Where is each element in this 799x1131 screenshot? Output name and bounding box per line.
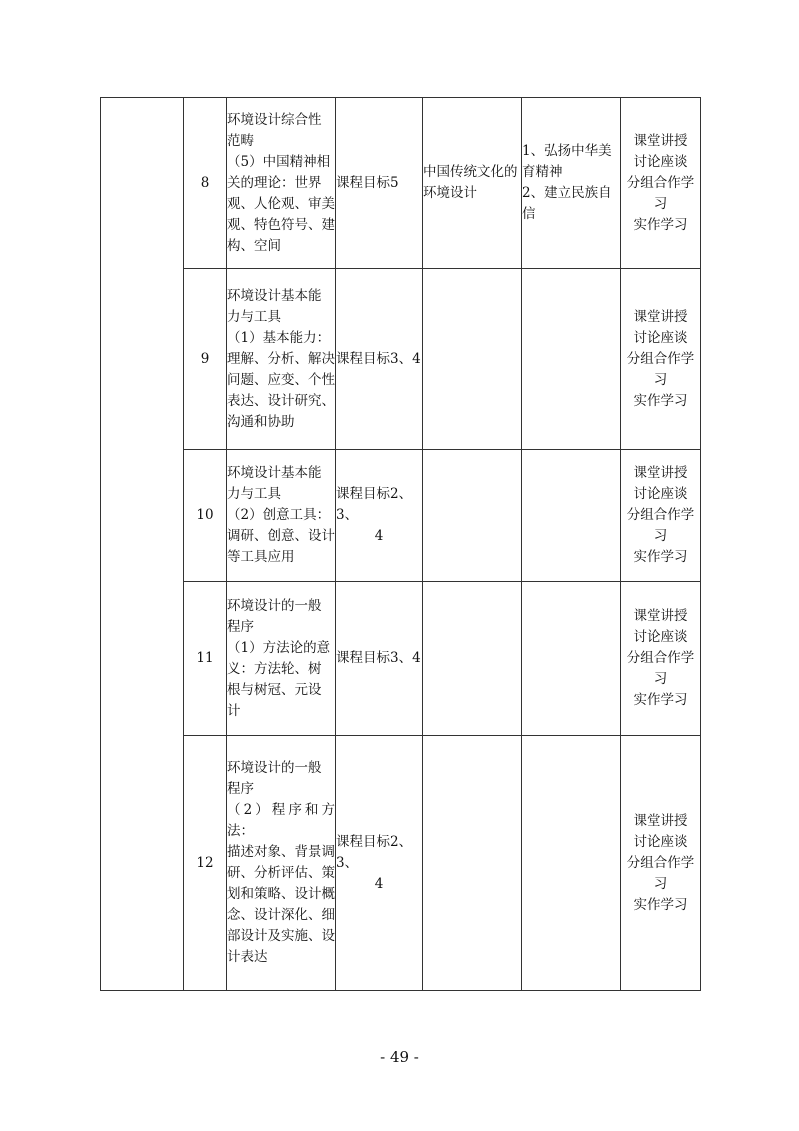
method-cell xyxy=(621,98,701,269)
cell-line: 描述对象、背景调 xyxy=(227,844,335,860)
cell-line: 分组合作学 xyxy=(626,350,695,367)
table-row xyxy=(101,450,701,582)
cell-line: 分组合作学 xyxy=(626,507,695,523)
cell-line: 实作学习 xyxy=(633,392,688,409)
topic-cell xyxy=(227,736,336,991)
row-number: 11 xyxy=(184,582,227,736)
course-schedule-table xyxy=(100,97,701,991)
cell-line: （1）基本能力： xyxy=(227,329,331,346)
cell-line: 2、建立民族自 xyxy=(522,185,612,201)
cell-line: 育精神 xyxy=(522,164,563,180)
content-cell xyxy=(423,450,522,582)
cell-line: 沟通和协助 xyxy=(227,413,295,430)
cell-line: 课堂讲授 xyxy=(633,465,688,481)
topic-cell xyxy=(227,450,336,582)
method-cell xyxy=(621,736,701,991)
table-row xyxy=(101,98,701,269)
cell-line: 环境设计 xyxy=(423,185,477,201)
goal-cell xyxy=(336,269,423,450)
ideology-cell xyxy=(522,582,621,736)
merged-left-cell xyxy=(101,98,184,991)
cell-line: 习 xyxy=(653,195,668,212)
goal-line-1: 课程目标3、4 xyxy=(336,350,421,367)
cell-line: 实作学习 xyxy=(633,896,688,913)
cell-line: 表达、设计研究、 xyxy=(227,392,335,409)
cell-line: 讨论座谈 xyxy=(633,329,688,346)
cell-line: 环境设计基本能 xyxy=(227,287,322,304)
cell-line: 问题、应变、个性 xyxy=(227,371,335,388)
page-number: - 49 - xyxy=(380,1048,419,1066)
row-number: 8 xyxy=(184,98,227,269)
cell-line: 环境设计的一般 xyxy=(227,597,322,614)
table-body xyxy=(101,98,701,991)
goal-line-2: 4 xyxy=(374,875,384,892)
goal-cell xyxy=(336,736,423,991)
cell-line: 环境设计综合性 xyxy=(227,111,322,128)
cell-line: 分组合作学 xyxy=(626,174,695,191)
cell-line: 实作学习 xyxy=(633,549,688,565)
cell-line: 理解、分析、解决 xyxy=(227,350,335,367)
cell-line: 研、分析评估、策 xyxy=(227,865,335,881)
cell-line: 课堂讲授 xyxy=(633,608,688,624)
cell-line: 实作学习 xyxy=(633,216,688,233)
content-cell xyxy=(423,582,522,736)
cell-line: 习 xyxy=(653,875,668,892)
goal-line-1: 课程目标2、3、 xyxy=(336,486,413,523)
goal-line-1: 课程目标2、3、 xyxy=(336,833,413,871)
ideology-cell xyxy=(522,269,621,450)
cell-line: 课堂讲授 xyxy=(633,132,688,149)
table-row xyxy=(101,582,701,736)
cell-line: 根与树冠、元设 xyxy=(227,681,322,698)
ideology-cell xyxy=(522,450,621,582)
cell-line: 讨论座谈 xyxy=(633,833,688,850)
cell-line: 课堂讲授 xyxy=(633,812,688,829)
goal-line-1: 课程目标3、4 xyxy=(336,650,421,666)
cell-line: 信 xyxy=(522,206,536,222)
goal-cell xyxy=(336,450,423,582)
ideology-cell xyxy=(522,736,621,991)
topic-cell xyxy=(227,582,336,736)
cell-line: 程序 xyxy=(227,618,254,635)
table-row xyxy=(101,736,701,991)
cell-line: 等工具应用 xyxy=(227,549,295,565)
cell-line: 念、设计深化、细 xyxy=(227,907,335,923)
method-cell xyxy=(621,269,701,450)
cell-line: （5）中国精神相 xyxy=(227,153,331,170)
cell-line: 范畴 xyxy=(227,132,254,149)
cell-line: 义：方法轮、树 xyxy=(227,660,322,677)
cell-line: 中国传统文化的 xyxy=(423,164,518,180)
cell-line: 计表达 xyxy=(227,949,268,965)
cell-line: 划和策略、设计概 xyxy=(227,886,335,902)
cell-line: 分组合作学 xyxy=(626,650,695,666)
goal-line-2: 4 xyxy=(374,528,384,544)
row-number: 9 xyxy=(184,269,227,450)
cell-line: 构、空间 xyxy=(227,237,281,254)
cell-line: 课堂讲授 xyxy=(633,308,688,325)
table-row xyxy=(101,269,701,450)
method-cell xyxy=(621,450,701,582)
cell-line: 讨论座谈 xyxy=(633,486,688,502)
cell-line: 计 xyxy=(227,702,241,719)
content-cell xyxy=(423,98,522,269)
cell-line: 环境设计基本能 xyxy=(227,465,322,481)
cell-line: 观、特色符号、建 xyxy=(227,216,335,233)
topic-cell xyxy=(227,269,336,450)
cell-line: 习 xyxy=(653,671,668,687)
cell-line: 分组合作学 xyxy=(626,854,695,871)
content-cell xyxy=(423,736,522,991)
cell-line: （1）方法论的意 xyxy=(227,639,331,656)
cell-line: 讨论座谈 xyxy=(633,629,688,645)
row-number: 10 xyxy=(184,450,227,582)
topic-cell xyxy=(227,98,336,269)
cell-line: （2）创意工具： xyxy=(227,507,331,523)
goal-cell xyxy=(336,98,423,269)
row-number: 12 xyxy=(184,736,227,991)
cell-line: 环境设计的一般 xyxy=(227,760,322,776)
cell-line: 力与工具 xyxy=(227,486,281,502)
cell-line: 观、人伦观、审美 xyxy=(227,195,335,212)
cell-line: 部设计及实施、设 xyxy=(227,928,335,944)
method-cell xyxy=(621,582,701,736)
ideology-cell xyxy=(522,98,621,269)
goal-cell xyxy=(336,582,423,736)
cell-line: 习 xyxy=(653,528,668,544)
content-cell xyxy=(423,269,522,450)
goal-line-1: 课程目标5 xyxy=(336,174,399,191)
cell-line: 实作学习 xyxy=(633,692,688,708)
cell-line: 调研、创意、设计 xyxy=(227,528,335,544)
cell-line: 习 xyxy=(653,371,668,388)
cell-line: （2）程序和方法： xyxy=(227,802,335,839)
cell-line: 讨论座谈 xyxy=(633,153,688,170)
cell-line: 程序 xyxy=(227,781,254,797)
cell-line: 1、弘扬中华美 xyxy=(522,143,612,159)
cell-line: 关的理论：世界 xyxy=(227,174,322,191)
cell-line: 力与工具 xyxy=(227,308,281,325)
